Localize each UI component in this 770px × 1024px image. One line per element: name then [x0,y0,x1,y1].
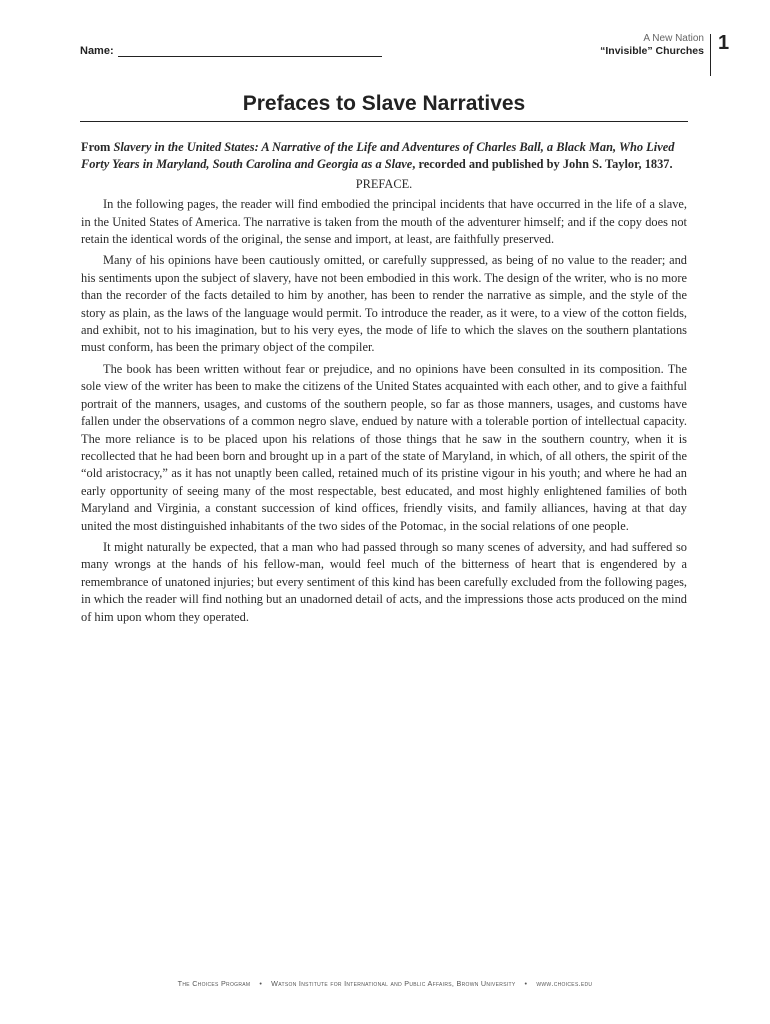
paragraph: Many of his opinions have been cautiously omitted, or carefully suppressed, as being of no value to the reader; and his sentiments upon the subject of slavery, have not been embodied in this work. The design of the writer, who is no more than the recorder of the facts detailed to him by another, has been to render the narrative as simple, and the style of the story as plain, as the laws of the language would permit. To introduce the reader, as it were, to a view of the cotton fields, and exhibit, not to his imagination, but to his very eyes, the mode of life to which the slaves on the southern plantations must conform, has been the primary object of the compiler. [81,253,687,355]
source-citation [81,139,687,174]
paragraph: In the following pages, the reader will find embodied the principal incidents that have occurred in the life of a slave, in the United States of America. The narrative is taken from the mouth of the adventurer himself; and if the copy does not retain the identical words of the original, the sense and import, at least, are faithfully preserved. [81,197,687,247]
unit-header [600,32,704,58]
footer-program: The Choices Program [177,979,251,988]
footer-separator: • [259,979,263,988]
header-divider [710,34,711,76]
footer-separator: • [524,979,528,988]
citation-prefix: From [81,140,114,154]
name-field [80,44,382,57]
page-title: Prefaces to Slave Narratives [80,92,688,122]
name-label: Name: [80,45,114,57]
series-title: A New Nation [643,33,704,44]
citation-book-title: Slavery in the United States: A Narrative of the Life and Adventures of Charles Ball, a Black Man, Who Lived Forty Years in Maryland, South Carolina and Georgia as a Slave [81,140,675,172]
page-footer [0,979,770,988]
footer-website: www.choices.edu [536,979,593,988]
paragraph: It might naturally be expected, that a man who had passed through so many scenes of adversity, and had suffered so many wrongs at the hands of his fellow-man, would feel much of the bitterness of heart that is engendered by a remembrance of unatoned injuries; but every sentiment of this kind has been carefully excluded from the following pages, in which the reader will find nothing but an unadorned detail of acts, and the impressions those acts produced on the mind of him upon whom they operated. [81,539,687,624]
footer-institute: Watson Institute for International and Public Affairs, Brown University [271,979,516,988]
paragraph: The book has been written without fear or prejudice, and no opinions have been consulted in its composition. The sole view of the writer has been to make the citizens of the United States acquainted with each other, and to give a faithful portrait of the manners, usages, and customs of the southern people, so far as those manners, usages, and customs have fallen under the observations of a common negro slave, endued by nature with a tolerable portion of intellectual capacity. The more reliance is to be placed upon his relations of those things that he saw in the southern country, when it is recollected that he had been born and brought up in a part of the state of Maryland, in which, of all others, the spirit of the “old aristocracy,” as it has not unaptly been called, retained much of its pristine vigour in his youth; and where he had an early opportunity of seeing many of the most respectable, best educated, and most highly enlightened families of both Maryland and Virginia, a constant succession of kind offices, friendly visits, and family alliances, having at that day united the most distinguished inhabitants of the two sides of the Potomac, in the social relations of one people. [81,361,687,533]
unit-title: “Invisible” Churches [600,45,704,57]
name-blank-line [118,44,382,57]
document-body [81,139,687,630]
citation-suffix: , recorded and published by John S. Taylor, 1837. [412,157,673,172]
preface-heading: PREFACE. [355,176,413,191]
page-number: 1 [718,32,730,54]
